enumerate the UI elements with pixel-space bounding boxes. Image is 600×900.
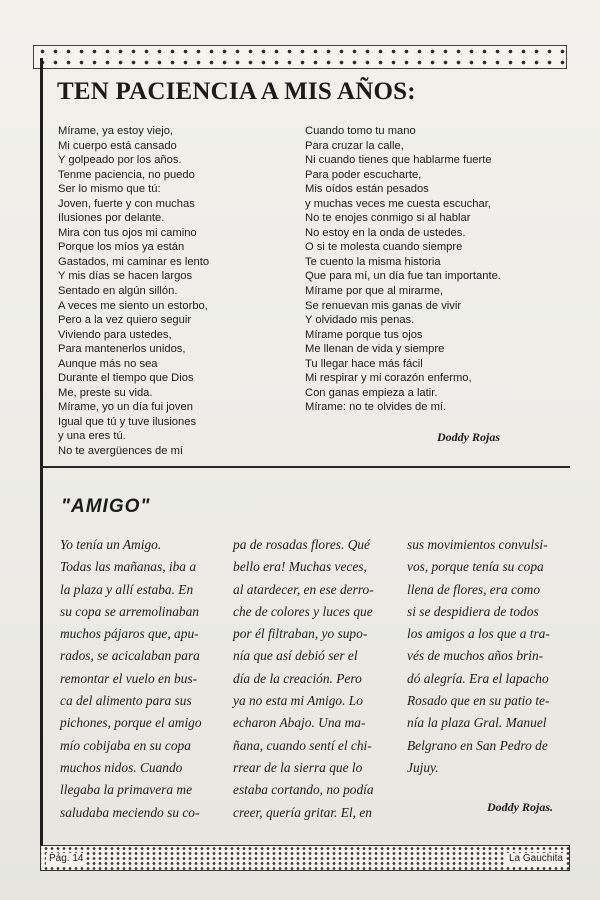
poem-line: No estoy en la onda de ustedes. — [305, 226, 466, 239]
prose-line: llena de flores, era como — [407, 581, 541, 597]
amigo-signature: Doddy Rojas. — [487, 800, 553, 814]
prose-line: rrear de la sierra que lo — [233, 759, 363, 775]
poem-line: Y olvidado mis penas. — [305, 314, 415, 327]
prose-line: Rosado que en su patio te- — [407, 693, 550, 709]
poem-line: Igual que tú y tuve ilusiones — [58, 415, 197, 428]
prose-line: si se despidiera de todos — [407, 603, 539, 619]
poem-line: O si te molesta cuando siempre — [305, 241, 463, 254]
prose-line: vés de muchos años brin- — [407, 648, 544, 664]
poem-line: Porque los míos ya están — [58, 241, 185, 254]
page-number: Pág. 14 — [46, 853, 86, 865]
poem-line: Durante el tiempo que Dios — [58, 372, 194, 385]
poem-line: Mírame por que al mirarme, — [305, 285, 444, 298]
poem-line: Y mis días se hacen largos — [58, 270, 193, 283]
prose-line: creer, quería gritar. El, en — [233, 804, 372, 820]
poem-line: Mis oídos están pesados — [305, 183, 429, 196]
poem-line: Para mantenerlos unidos, — [58, 343, 186, 356]
poem-line: Con ganas empieza a latir. — [305, 386, 438, 399]
poem-signature: Doddy Rojas — [437, 430, 500, 444]
poem-line: Me, preste su vida. — [58, 386, 153, 399]
prose-line: ñana, cuando sentí el chi- — [233, 737, 372, 753]
prose-line: estaba cortando, no podía — [233, 782, 374, 798]
poem-line: y una eres tú. — [58, 430, 126, 443]
publication-name: La Gauchita — [506, 853, 566, 865]
prose-line: dó alegría. Era el lapacho — [407, 670, 549, 686]
poem-line: Mírame, ya estoy viejo, — [58, 125, 174, 137]
poem-line: No te avergüences de mí — [58, 445, 183, 458]
prose-line: al atardecer, en ese derro- — [233, 581, 374, 597]
prose-line: nía que así debió ser el — [233, 648, 358, 664]
poem-line: Mírame porque tus ojos — [305, 328, 423, 341]
prose-line: los amigos a los que a tra- — [407, 626, 550, 642]
poem-line: Mi respirar y mi corazón enfermo, — [305, 372, 472, 385]
prose-line: rados, se acicalaban para — [60, 648, 200, 664]
prose-line: ya no esta mi Amigo. Lo — [233, 693, 363, 709]
poem-line: Para cruzar la calle, — [305, 139, 404, 152]
poem-line: Que para mí, un día fue tan importante. — [305, 270, 501, 283]
prose-line: día de la creación. Pero — [233, 670, 362, 686]
poem-line: Mírame, yo un día fui joven — [58, 401, 193, 414]
prose-line: sus movimientos convulsi- — [407, 537, 548, 552]
poem-line: Tu llegar hace más fácil — [305, 357, 423, 370]
prose-line: su copa se arremolinaban — [60, 603, 199, 619]
poem-line: Te cuento la misma historia — [305, 255, 441, 268]
prose-line: che de colores y luces que — [233, 603, 373, 619]
poem-line: Se renuevan mis ganas de vivir — [305, 299, 462, 312]
poem-line: Ni cuando tienes que hablarme fuerte — [305, 154, 492, 167]
prose-line: mío cobijaba en su copa — [60, 737, 191, 753]
poem-line: A veces me siento un estorbo, — [58, 299, 208, 312]
section-divider — [40, 466, 570, 468]
poem-line: Gastados, mi caminar es lento — [58, 255, 210, 268]
prose-line: bello era! Muchas veces, — [233, 559, 367, 575]
poem-line: No te enojes conmigo si al hablar — [305, 212, 471, 225]
prose-line: llegaba la primavera me — [60, 782, 193, 798]
poem-line: Y golpeado por los años. — [58, 154, 182, 167]
poem-line: Ser lo mismo que tú: — [58, 183, 161, 196]
amigo-column-3 — [407, 534, 550, 779]
poem-line: Tenme paciencia, no puedo — [58, 168, 195, 181]
poem-line: Para poder escucharte, — [305, 168, 422, 181]
poem-line: Cuando tomo tu mano — [305, 125, 416, 137]
prose-line: muchos pájaros que, apu- — [60, 626, 199, 642]
poem-line: y muchas veces me cuesta escuchar, — [305, 197, 491, 210]
prose-line: vos, porque tenía su copa — [407, 559, 544, 575]
prose-line: pa de rosadas flores. Qué — [233, 537, 370, 552]
prose-line: por él filtraban, yo supo- — [233, 626, 368, 642]
prose-line: nía la plaza Gral. Manuel — [407, 715, 547, 731]
prose-line: Jujuy. — [407, 759, 439, 775]
dotted-footer-band — [40, 845, 570, 871]
prose-line: Todas las mañanas, iba a — [60, 559, 197, 575]
poem-line: Me llenan de vida y siempre — [305, 343, 445, 356]
prose-line: muchos nidos. Cuando — [60, 759, 183, 775]
dotted-header-band — [33, 45, 567, 69]
poem-column-right — [305, 124, 501, 415]
poem-column-left — [58, 124, 209, 459]
amigo-column-2 — [233, 534, 374, 824]
prose-line: saludaba meciendo su co- — [60, 804, 200, 820]
poem-line: Sentado en algún sillón. — [58, 285, 178, 298]
prose-line: remontar el vuelo en bus- — [60, 670, 198, 686]
poem-line: Mira con tus ojos mi camino — [58, 226, 197, 239]
prose-line: ca del alimento para sus — [60, 693, 192, 709]
poem-title: TEN PACIENCIA A MIS AÑOS: — [57, 78, 416, 105]
prose-line: echaron Abajo. Una ma- — [233, 715, 366, 731]
amigo-column-1 — [60, 534, 202, 824]
poem-line: Pero a la vez quiero seguir — [58, 314, 192, 327]
amigo-title: "AMIGO" — [61, 496, 151, 517]
prose-line: Belgrano en San Pedro de — [407, 737, 548, 753]
poem-line: Aunque más no sea — [58, 357, 158, 370]
poem-line: Joven, fuerte y con muchas — [58, 197, 195, 210]
left-margin-rule — [40, 58, 43, 848]
poem-line: Viviendo para ustedes, — [58, 328, 172, 341]
poem-line: Mírame: no te olvides de mí. — [305, 401, 447, 414]
poem-line: Ilusiones por delante. — [58, 212, 165, 225]
prose-line: la plaza y allí estaba. En — [60, 581, 194, 597]
prose-line: pichones, porque el amigo — [60, 715, 202, 731]
poem-line: Mi cuerpo está cansado — [58, 139, 177, 152]
prose-line: Yo tenía un Amigo. — [60, 537, 162, 552]
